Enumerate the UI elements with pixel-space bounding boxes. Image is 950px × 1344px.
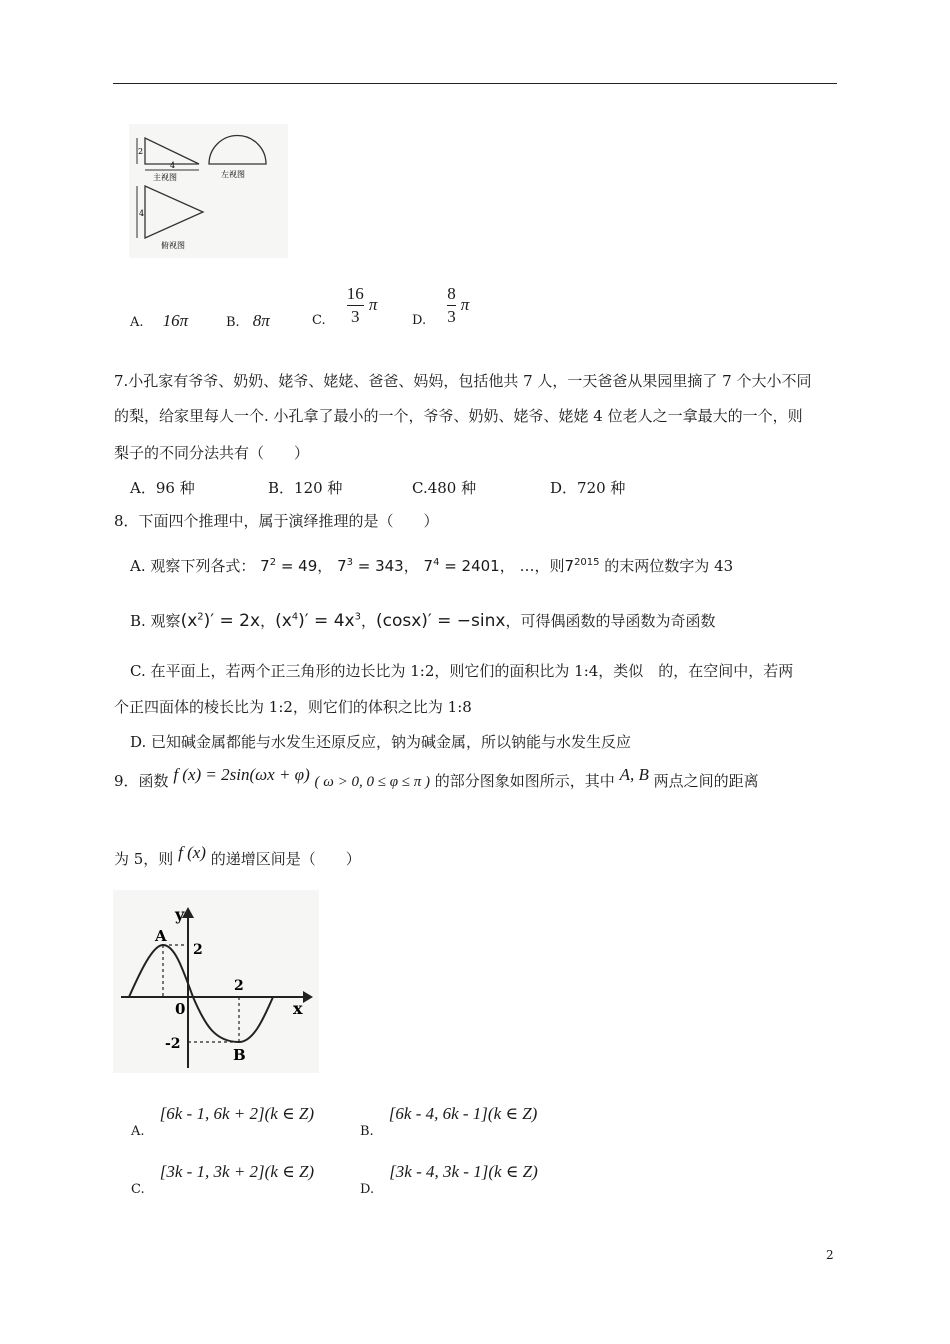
q8-a-then: ，则 <box>534 557 565 575</box>
q7-option-d: D．720 种 <box>550 479 626 497</box>
q7-line-3: 梨子的不同分法共有（ ） <box>114 444 310 462</box>
q6-d-numerator: 8 <box>447 284 456 303</box>
q9-stem-line-2 <box>114 843 361 869</box>
q6-b-value: 8π <box>252 311 270 330</box>
q8-a-expr-2: $7^3 = 343$ <box>337 557 404 575</box>
q8-a-expr-3: $7^4 = 2401$ <box>423 557 500 575</box>
q8-a-prefix: A. 观察下列各式： <box>130 557 256 575</box>
q6-b-label: B. <box>226 315 240 330</box>
sine-graph <box>113 890 319 1073</box>
q9-line2-suffix: 的递增区间是（ ） <box>210 850 361 868</box>
q9-option-c <box>131 1162 315 1197</box>
top-view-label: 俯视图 <box>161 241 185 250</box>
q7-line-1: 7.小孔家有爷爷、奶奶、姥爷、姥姥、爸爸、妈妈，包括他共 7 人，一天爸爸从果园里摘了 7 个大小不同 <box>114 372 812 390</box>
dim-2-label: 2 <box>138 147 144 156</box>
q6-a-value: 16π <box>162 311 189 330</box>
three-view-figure <box>129 124 288 258</box>
origin-label: 0 <box>175 1000 186 1018</box>
q9-d-value: [3k - 4, 3k - 1](k ∈ Z) <box>389 1162 538 1181</box>
front-view-label: 主视图 <box>153 173 177 182</box>
q8-option-b: B. 观察$(x^2)' = 2x$，$(x^4)' = 4x^3$，(cosx)′ = −sinx，可得偶函数的导函数为奇函数 <box>130 611 716 631</box>
x-axis-arrow <box>303 991 313 1003</box>
q8-b-formula-3: (cosx)′ = −sinx <box>375 611 506 631</box>
q8-b-prefix: B. 观察 <box>130 612 181 630</box>
point-a-label: A <box>155 927 167 945</box>
q9-end-text: 两点之间的距离 <box>653 772 759 790</box>
q6-c-denominator: 3 <box>350 306 360 326</box>
q6-option-c <box>312 285 377 326</box>
header-rule <box>113 83 837 84</box>
x-axis-label: x <box>293 999 303 1018</box>
y-tick-label: 2 <box>193 942 203 958</box>
q6-c-label: C. <box>312 312 326 328</box>
q9-a-value: [6k - 1, 6k + 2](k ∈ Z) <box>159 1104 314 1123</box>
q9-option-a <box>131 1104 314 1139</box>
q9-line2-prefix: 为 5，则 <box>114 850 174 868</box>
side-view-label: 左视图 <box>221 170 245 179</box>
x-tick-label: 2 <box>234 978 244 994</box>
q8-b-formula-2: $(x^4)' = 4x^3$ <box>275 611 361 631</box>
q8-a-expr-4: $7^{2015}$ <box>564 557 600 575</box>
q8-option-c-line-1: C. 在平面上，若两个正三角形的边长比为 1:2，则它们的面积比为 1:4，类似 的，在空间中，若两 <box>130 662 794 680</box>
q6-c-numerator: 16 <box>346 284 364 303</box>
q8-a-expr-1: $7^2 = 49$ <box>260 557 318 575</box>
q9-b-label: B. <box>360 1124 374 1139</box>
q9-function: f (x) = 2sin(ωx + φ) <box>173 765 310 784</box>
q9-fx: f (x) <box>178 843 206 862</box>
q9-c-label: C. <box>131 1182 145 1197</box>
y-neg-tick-label: -2 <box>165 1036 181 1052</box>
q8-b-formula-1: $(x^2)' = 2x$ <box>180 611 261 631</box>
q7-option-b: B．120 种 <box>268 479 343 497</box>
sine-graph-figure <box>113 890 319 1073</box>
q9-option-d <box>360 1162 538 1197</box>
q9-a-label: A. <box>131 1124 145 1139</box>
q8-option-c-line-2: 个正四面体的棱长比为 1:2，则它们的体积之比为 1:8 <box>114 698 472 716</box>
q9-mid-text: 的部分图象如图所示，其中 <box>434 772 615 790</box>
q7-line-2: 的梨，给家里每人一个. 小孔拿了最小的一个，爷爷、奶奶、姥爷、姥姥 4 位老人之一拿最大的一个，则 <box>114 407 803 425</box>
q6-c-pi: π <box>368 294 378 314</box>
q6-option-a <box>130 311 188 331</box>
q9-prefix: 9．函数 <box>114 772 169 790</box>
q8-a-ellipsis: … <box>519 557 535 575</box>
q6-c-fraction <box>347 285 364 326</box>
q6-d-fraction <box>447 285 456 326</box>
page-number: 2 <box>826 1248 834 1262</box>
q8-option-a: A. 观察下列各式： $7^2 = 49$， $7^3 = 343$， $7^4 = 2401$， …，则$7^{2015}$ 的末两位数字为 43 <box>130 557 734 575</box>
q6-d-denominator: 3 <box>447 306 456 326</box>
q9-c-value: [3k - 1, 3k + 2](k ∈ Z) <box>159 1162 315 1181</box>
q7-option-a: A．96 种 <box>130 479 195 497</box>
sine-curve <box>129 945 273 1042</box>
q6-d-pi: π <box>460 294 470 314</box>
q8-a-suffix: 的末两位数字为 43 <box>604 557 734 575</box>
q9-option-b <box>360 1104 538 1139</box>
q6-option-b <box>226 311 270 331</box>
q8-b-suffix: 可得偶函数的导函数为奇函数 <box>520 612 716 630</box>
dim-4-front-label: 4 <box>170 161 176 170</box>
dim-4-top-label: 4 <box>139 209 145 218</box>
q9-stem-line-1 <box>114 765 759 791</box>
q9-b-value: [6k - 4, 6k - 1](k ∈ Z) <box>388 1104 538 1123</box>
point-b-label: B <box>233 1046 246 1064</box>
q8-option-d: D. 已知碱金属都能与水发生还原反应，钠为碱金属，所以钠能与水发生反应 <box>130 733 632 751</box>
q9-points: A, B <box>619 765 649 784</box>
q9-condition: ( ω > 0, 0 ≤ φ ≤ π ) <box>314 774 430 790</box>
q8-stem: 8．下面四个推理中，属于演绎推理的是（ ） <box>114 512 439 530</box>
q7-option-c: C.480 种 <box>412 479 477 497</box>
q6-a-label: A. <box>130 315 144 330</box>
q6-d-label: D. <box>412 312 427 328</box>
three-view-drawing <box>129 124 288 258</box>
q9-d-label: D. <box>360 1182 375 1197</box>
y-axis-label: y <box>175 905 185 924</box>
q6-option-d <box>412 285 469 326</box>
